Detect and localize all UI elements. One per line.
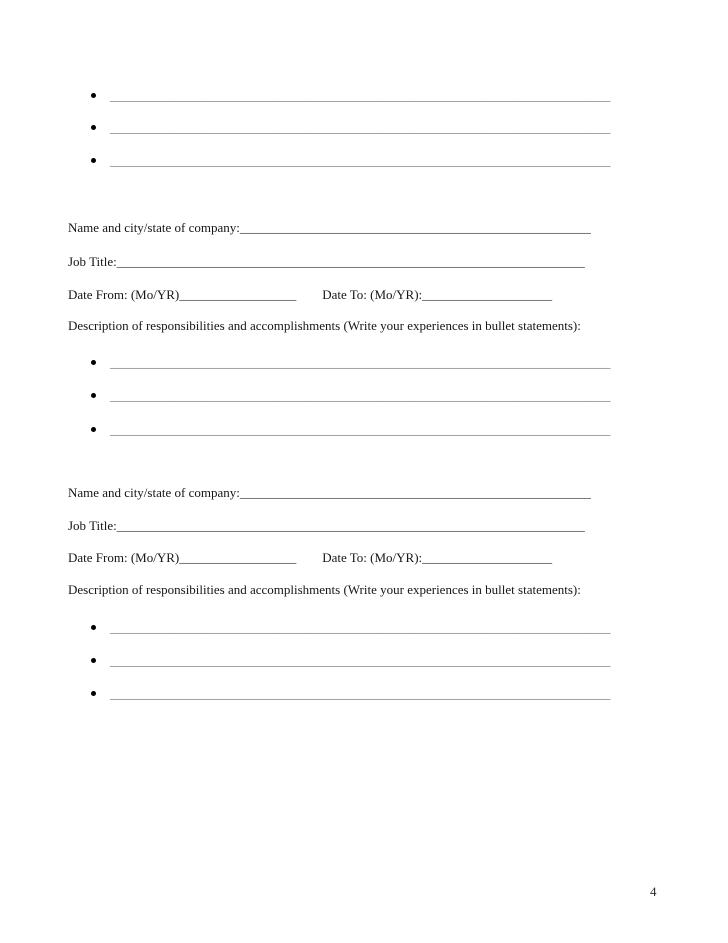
blank-write-line: _____________________________________________________________________________	[110, 153, 611, 168]
company-row	[68, 485, 591, 501]
bullet-blank-line	[91, 422, 611, 438]
date-from-blank-line: __________________	[179, 550, 297, 565]
dates-row	[68, 550, 552, 566]
blank-write-line: _____________________________________________________________________________	[110, 388, 611, 403]
company-blank-line: ______________________________________________________	[239, 485, 591, 500]
job-title-row	[68, 254, 585, 270]
blank-write-line: _____________________________________________________________________________	[110, 620, 611, 635]
bullet-blank-line	[91, 653, 611, 669]
date-from-label: Date From: (Mo/YR)	[68, 550, 180, 565]
date-to-group	[322, 287, 552, 302]
blank-write-line: _____________________________________________________________________________	[110, 686, 611, 701]
bullet-icon	[91, 393, 96, 398]
bullet-icon	[91, 93, 96, 98]
blank-write-line: _____________________________________________________________________________	[110, 88, 611, 103]
job-title-blank-line: ________________________________________________________________________	[116, 518, 585, 533]
description-row	[68, 582, 581, 598]
bullet-icon	[91, 360, 96, 365]
bullet-blank-line	[91, 388, 611, 404]
date-to-group	[322, 550, 552, 565]
company-label: Name and city/state of company:	[68, 485, 240, 500]
job-title-row	[68, 518, 585, 534]
bullet-blank-line	[91, 88, 611, 104]
blank-write-line: _____________________________________________________________________________	[110, 355, 611, 370]
bullet-icon	[91, 427, 96, 432]
bullet-icon	[91, 125, 96, 130]
company-label: Name and city/state of company:	[68, 220, 240, 235]
blank-write-line: _____________________________________________________________________________	[110, 653, 611, 668]
job-title-label: Job Title:	[68, 518, 117, 533]
bullet-blank-line	[91, 620, 611, 636]
date-from-label: Date From: (Mo/YR)	[68, 287, 180, 302]
blank-write-line: _____________________________________________________________________________	[110, 120, 611, 135]
bullet-icon	[91, 625, 96, 630]
bullet-icon	[91, 158, 96, 163]
blank-write-line: _____________________________________________________________________________	[110, 422, 611, 437]
company-row	[68, 220, 591, 236]
job-title-label: Job Title:	[68, 254, 117, 269]
bullet-icon	[91, 658, 96, 663]
description-label: Description of responsibilities and accomplishments (Write your experiences in bullet statements):	[68, 318, 581, 333]
bullet-blank-line	[91, 120, 611, 136]
description-row	[68, 318, 581, 334]
date-to-blank-line: ____________________	[422, 287, 553, 302]
company-blank-line: ______________________________________________________	[239, 220, 591, 235]
dates-row	[68, 287, 552, 303]
date-to-label: Date To: (Mo/YR):	[322, 287, 423, 302]
job-title-blank-line: ________________________________________________________________________	[116, 254, 585, 269]
date-to-label: Date To: (Mo/YR):	[322, 550, 423, 565]
page-number: 4	[650, 884, 657, 899]
bullet-blank-line	[91, 153, 611, 169]
bullet-icon	[91, 691, 96, 696]
date-from-blank-line: __________________	[179, 287, 297, 302]
description-label: Description of responsibilities and accomplishments (Write your experiences in bullet statements):	[68, 582, 581, 597]
bullet-blank-line	[91, 355, 611, 371]
date-to-blank-line: ____________________	[422, 550, 553, 565]
bullet-blank-line	[91, 686, 611, 702]
